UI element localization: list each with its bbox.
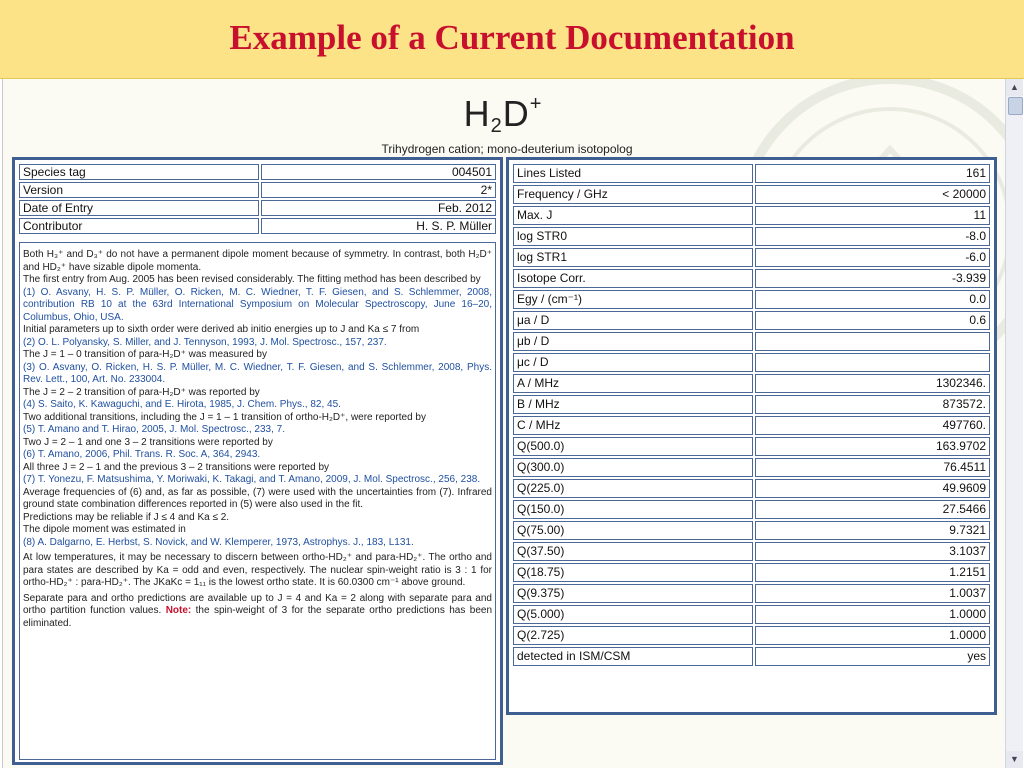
note-paragraph: The J = 1 – 0 transition of para-H₂D⁺ was measured by [23,349,267,360]
param-row [513,164,990,183]
vertical-scrollbar[interactable] [1005,79,1023,768]
param-row-value: 161 [755,164,990,183]
note-paragraph: The first entry from Aug. 2005 has been revised considerably. The fitting method has been described by [23,274,481,285]
param-row-label: A / MHz [513,374,753,393]
param-row-label: Q(150.0) [513,500,753,519]
meta-row-value: Feb. 2012 [261,200,496,216]
meta-row-value: H. S. P. Müller [261,218,496,234]
param-row [513,605,990,624]
note-text: the spin-weight of 3 for the separate ortho predictions has been eliminated. [23,605,493,629]
param-row [513,584,990,603]
meta-row [19,200,496,216]
note-paragraph: Average frequencies of (6) and, as far as possible, (7) were used with the uncertainties from (7). Infrared ground state combination differences reported in (5) were also used in the fit. [23,486,492,510]
param-row-label: Egy / (cm⁻¹) [513,290,753,309]
info-panel [12,157,503,765]
param-row [513,542,990,561]
document-viewer [2,79,1023,768]
param-row [513,311,990,330]
param-row-value: 3.1037 [755,542,990,561]
note-paragraph: The J = 2 – 2 transition of para-H₂D⁺ was reported by [23,386,260,398]
species-description: Trihydrogen cation; mono-deuterium isotopolog [381,142,633,156]
reference-link[interactable]: (6) T. Amano, 2006, Phil. Trans. R. Soc. A, 364, 2943. [23,449,261,460]
param-row [513,521,990,540]
param-row-value: 0.6 [755,311,990,330]
species-formula: $H_2D^+$ [463,93,543,137]
meta-row-label: Date of Entry [19,200,259,216]
param-row [513,332,990,351]
note-paragraph: Separate para and ortho predictions are available up to J = 4 and Ka = 2 along with separate para and ortho partition function values. Note: the spin-weight of 3 for the separate ortho predictions has been eliminated. [23,592,493,629]
parameters-panel [506,157,997,715]
slide-header [0,0,1024,79]
param-row-label: Q(9.375) [513,584,753,603]
param-row-label: μa / D [513,311,753,330]
meta-row-value: 2* [261,182,496,198]
param-row-label: Q(18.75) [513,563,753,582]
param-row [513,374,990,393]
param-row-value: 1.2151 [755,563,990,582]
param-row-value: 163.9702 [755,437,990,456]
param-row [513,458,990,477]
note-paragraph: Both H₃⁺ and D₃⁺ do not have a permanent dipole moment because of symmetry. In contrast, both H₂D⁺ and HD₂⁺ have sizable dipole momenta. [23,249,492,273]
param-row-label: Q(500.0) [513,437,753,456]
param-row-label: Isotope Corr. [513,269,753,288]
param-row-label: detected in ISM/CSM [513,647,753,666]
param-row [513,563,990,582]
note-paragraph: Initial parameters up to sixth order were derived ab initio energies up to J and Ka ≤ 7 from [23,324,420,335]
reference-link[interactable]: (3) O. Asvany, O. Ricken, H. S. P. Müller, M. C. Wiedner, T. F. Giesen, and S. Schlemmer, 2008, Phys. Rev. Lett., 100, Art. No. 233004. [23,361,492,385]
param-row-value [755,332,990,351]
reference-link[interactable]: (4) S. Saito, K. Kawaguchi, and E. Hirota, 1985, J. Chem. Phys., 82, 45. [23,399,341,410]
param-row [513,626,990,645]
param-row-value: 497760. [755,416,990,435]
note-paragraph: Predictions may be reliable if J ≤ 4 and Ka ≤ 2. [23,511,230,523]
param-row [513,269,990,288]
slide-title: Example of a Current Documentation [229,18,795,57]
meta-row-label: Contributor [19,218,259,234]
param-row-label: Q(5.000) [513,605,753,624]
param-row-value: 49.9609 [755,479,990,498]
param-row-value [755,353,990,372]
param-row [513,416,990,435]
meta-row-value: 004501 [261,164,496,180]
param-row [513,290,990,309]
param-row-value: yes [755,647,990,666]
param-row-value: < 20000 [755,185,990,204]
note-label: Note: [165,605,192,616]
meta-row-label: Version [19,182,259,198]
param-row-label: μb / D [513,332,753,351]
reference-link[interactable]: (7) T. Yonezu, F. Matsushima, Y. Moriwaki, K. Takagi, and T. Amano, 2009, J. Mol. Spectrosc., 256, 238. [23,474,481,485]
param-row-value: 1.0000 [755,605,990,624]
param-row-label: log STR1 [513,248,753,267]
meta-row [19,218,496,234]
param-row-label: Lines Listed [513,164,753,183]
param-row-value: 76.4511 [755,458,990,477]
reference-link[interactable]: (5) T. Amano and T. Hirao, 2005, J. Mol. Spectrosc., 233, 7. [23,424,285,435]
param-row-label: log STR0 [513,227,753,246]
param-row-value: -6.0 [755,248,990,267]
param-row-label: Frequency / GHz [513,185,753,204]
param-row-value: 0.0 [755,290,990,309]
chevron-down-icon[interactable]: ▼ [1006,751,1023,768]
note-paragraph: The dipole moment was estimated in [23,524,186,535]
note-paragraph: At low temperatures, it may be necessary to discern between ortho-HD₂⁺ and para-HD₂⁺. The ortho and para states are described by Ka = odd and even, respectively. The nuclear spin-weight ratio is 3 : 1 for ortho-HD₂⁺ : para-HD₂⁺. The JKaKc = 1₁₁ is the lowest ortho state. It is 60.0300 cm⁻¹ above ground. [23,552,492,588]
meta-table [17,162,498,236]
param-row-value: 1302346. [755,374,990,393]
documentation-notes [19,242,496,760]
param-row-value: 1.0000 [755,626,990,645]
species-header [3,93,1003,138]
param-row-label: C / MHz [513,416,753,435]
chevron-up-icon[interactable]: ▲ [1006,79,1023,96]
param-row-label: Max. J [513,206,753,225]
param-row [513,479,990,498]
param-row [513,500,990,519]
meta-row-label: Species tag [19,164,259,180]
param-row [513,206,990,225]
param-row-label: Q(225.0) [513,479,753,498]
param-row-label: Q(300.0) [513,458,753,477]
reference-link[interactable]: (2) O. L. Polyansky, S. Miller, and J. Tennyson, 1993, J. Mol. Spectrosc., 157, 237. [23,336,387,348]
parameters-table [511,162,992,668]
reference-link[interactable]: (8) A. Dalgarno, E. Herbst, S. Novick, and W. Klemperer, 1973, Astrophys. J., 183, L131. [23,536,414,548]
param-row [513,437,990,456]
param-row-label: Q(37.50) [513,542,753,561]
param-row-value: 9.7321 [755,521,990,540]
reference-link[interactable]: (1) O. Asvany, H. S. P. Müller, O. Ricken, M. C. Wiedner, T. F. Giesen, and S. Schlemmer, 2008, contribution RB 10 at the 63rd International Symposium on Molecular Spectroscopy, June 16–20, Columbus, Ohio, USA. [23,286,492,323]
note-paragraph: All three J = 2 – 1 and the previous 3 – 2 transitions were reported by [23,461,330,473]
param-row [513,248,990,267]
note-paragraph: Two J = 2 – 1 and one 3 – 2 transitions were reported by [23,436,273,448]
param-row [513,185,990,204]
note-paragraph: Two additional transitions, including the J = 1 – 1 transition of ortho-H₂D⁺, were reported by [23,411,426,423]
param-row [513,227,990,246]
param-row-value: 1.0037 [755,584,990,603]
param-row-label: Q(2.725) [513,626,753,645]
param-row-label: Q(75.00) [513,521,753,540]
param-row-value: -8.0 [755,227,990,246]
param-row-label: B / MHz [513,395,753,414]
param-row [513,353,990,372]
param-row-value: 873572. [755,395,990,414]
meta-row [19,182,496,198]
param-row [513,395,990,414]
param-row-label: μc / D [513,353,753,372]
scroll-thumb[interactable] [1008,97,1023,115]
meta-row [19,164,496,180]
param-row [513,647,990,666]
param-row-value: 27.5466 [755,500,990,519]
param-row-value: 11 [755,206,990,225]
param-row-value: -3.939 [755,269,990,288]
